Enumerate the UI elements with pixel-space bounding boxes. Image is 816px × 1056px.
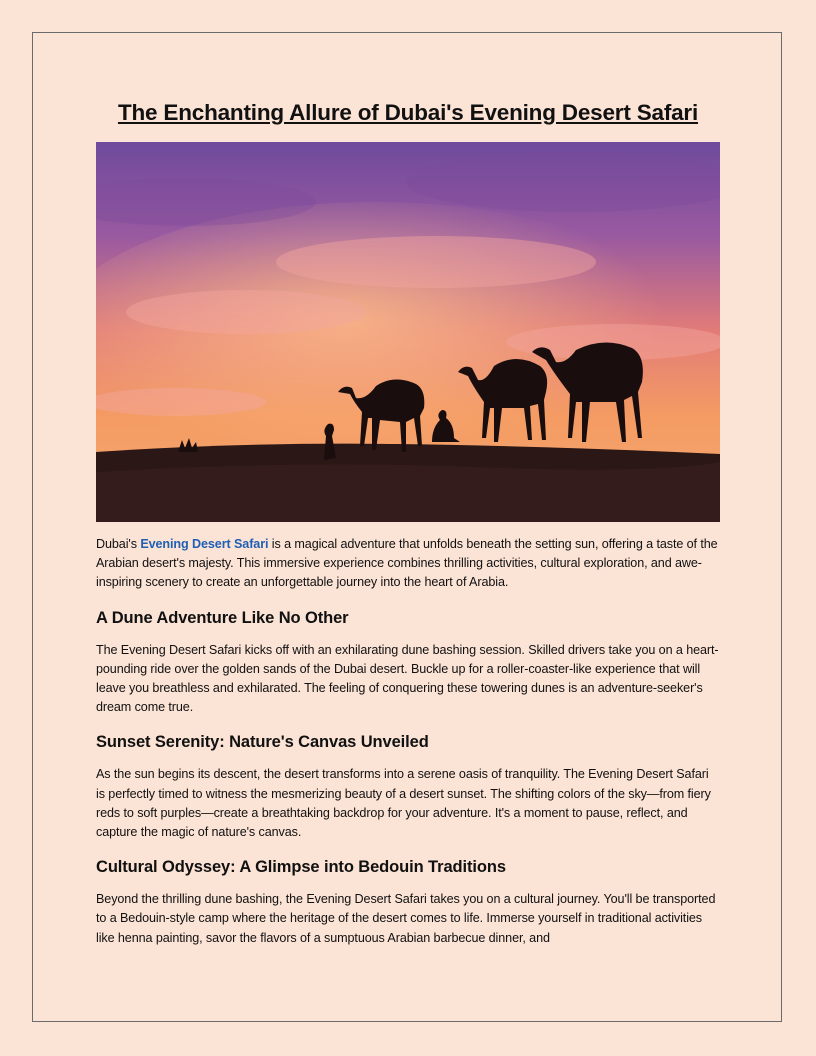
section-body-dune-adventure: The Evening Desert Safari kicks off with an exhilarating dune bashing session. Skilled drivers take you on a heart-pounding ride over the golden sands of the Dubai desert. Buckle up for a roller-coaster-like experience that will leave you breathless and exhilarated. The feeling of conquering these towering dunes is an adventure-seeker's dream come true. — [96, 642, 719, 715]
intro-paragraph — [96, 535, 720, 593]
section-body-cultural-odyssey: Beyond the thrilling dune bashing, the Evening Desert Safari takes you on a cultural journey. You'll be transported to a Bedouin-style camp where the heritage of the desert comes to life. Immerse yourself in traditional activities like henna painting, savor the flavors of a sumptuous Arabian barbecue dinner, and — [96, 892, 716, 945]
section-heading-dune-adventure: A Dune Adventure Like No Other — [96, 608, 349, 627]
document-content — [96, 96, 720, 948]
intro-text-end: is a magical adventure that unfolds beneath the setting sun, offering a taste of the Arabian desert's majesty. This immersive experience combines thrilling activities, cultural exploration, and awe-inspiring scenery to create an unforgettable journey into the heart of Arabia. — [96, 537, 718, 590]
section-heading-cultural-odyssey: Cultural Odyssey: A Glimpse into Bedouin Traditions — [96, 858, 506, 877]
intro-text-start: Dubai's — [96, 537, 141, 551]
evening-desert-safari-link[interactable]: Evening Desert Safari — [140, 537, 269, 551]
hero-image — [96, 142, 720, 522]
document-title: The Enchanting Allure of Dubai's Evening Desert Safari — [117, 100, 699, 125]
section-heading-sunset-serenity: Sunset Serenity: Nature's Canvas Unveiled — [96, 733, 429, 752]
section-body-sunset-serenity: As the sun begins its descent, the desert transforms into a serene oasis of tranquility. The Evening Desert Safari is perfectly timed to witness the mesmerizing beauty of a desert sunset. The shifting colors of the sky—from fiery reds to soft purples—create a breathtaking backdrop for your adventure. It's a moment to pause, reflect, and capture the magic of nature's canvas. — [96, 767, 711, 840]
